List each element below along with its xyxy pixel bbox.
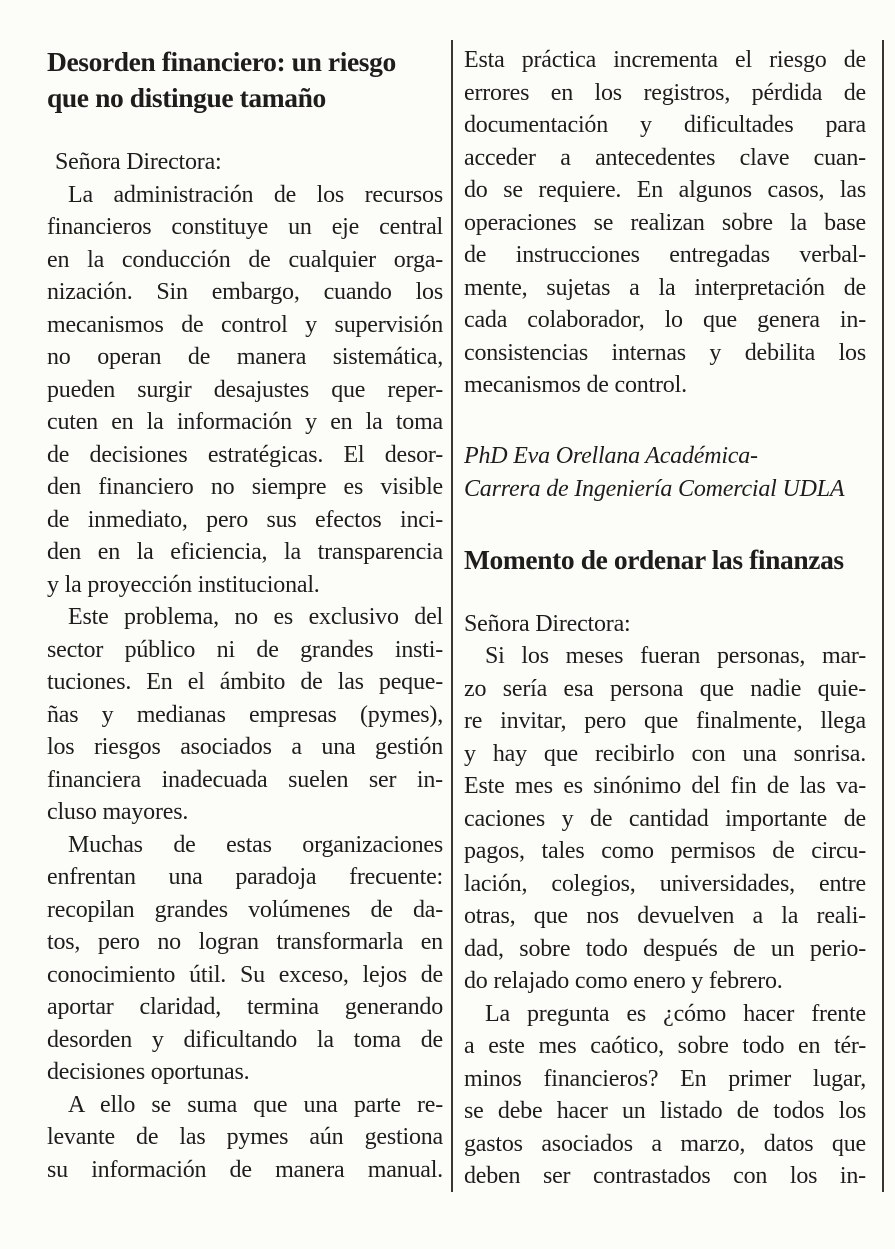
letter-1-paragraph-2-line-2: sector público ni de grandes insti- (47, 636, 443, 663)
letter-1-paragraph-4-line-2: levante de las pymes aún gestiona (47, 1124, 443, 1150)
letter-1-paragraph-1-line-5: mecanismos de control y supervisión (47, 311, 444, 338)
letter-1-title-line-1: Desorden financiero: un riesgo (47, 46, 396, 77)
letter-2-salutation (464, 608, 866, 641)
letter-1-paragraph-4 (47, 1089, 443, 1187)
letter-2-paragraph-1-line-6: caciones y de cantidad importante de (464, 805, 866, 832)
letter-2-paragraph-1-line-1: Si los meses fueran personas, mar- (485, 643, 867, 669)
letter-1-paragraph-1-line-12: den en la eficiencia, la transparencia (47, 539, 443, 565)
letter-1-paragraph-2-line-3: tuciones. En el ámbito de las peque- (47, 669, 444, 695)
letter-1-paragraph-1-line-6: no operan de manera sistemática, (47, 344, 443, 370)
letter-1-paragraph-1-line-2: financieros constituye un eje central (47, 214, 444, 240)
letter-1-signature-line-2: Carrera de Ingeniería Comercial UDLA (464, 475, 845, 502)
letter-1-paragraph-3-line-8: decisiones oportunas. (47, 1059, 250, 1085)
letter-1-paragraph-5-line-6: operaciones se realizan sobre la base (464, 209, 866, 236)
letter-1-paragraph-1-line-11: de inmediato, pero sus efectos inci- (47, 506, 443, 533)
letter-1-paragraph-5-line-4: acceder a antecedentes clave cuan- (464, 144, 866, 171)
letter-1-paragraph-1 (47, 179, 443, 602)
letter-2-salutation-line-1: Señora Directora: (464, 610, 631, 637)
letter-1-paragraph-2-line-6: financiera inadecuada suelen ser in- (47, 766, 443, 793)
letter-2-paragraph-2 (464, 998, 866, 1193)
letter-1-paragraph-3-line-1: Muchas de estas organizaciones (68, 831, 443, 858)
letter-1-paragraph-3-line-6: aportar claridad, termina generando (47, 994, 444, 1020)
letters-column-left (47, 44, 443, 1186)
letter-2-paragraph-1-line-3: re invitar, pero que finalmente, llega (464, 708, 866, 734)
column-rule-right (882, 40, 884, 1192)
letter-2-paragraph-2-line-5: gastos asociados a marzo, datos que (464, 1130, 866, 1157)
letter-2-title (464, 542, 866, 578)
letter-1-paragraph-5-line-2: errores en los registros, pérdida de (464, 79, 867, 106)
letter-1-signature (464, 440, 866, 506)
letter-1-paragraph-2-line-1: Este problema, no es exclusivo del (68, 604, 443, 630)
letter-2-paragraph-1-line-11: do relajado como enero y febrero. (464, 968, 783, 994)
letter-1-paragraph-5-line-5: do se requiere. En algunos casos, las (464, 177, 866, 203)
letter-2-paragraph-2-line-4: se debe hacer un listado de todos los (464, 1098, 867, 1124)
letter-1-paragraph-5-line-9: cada colaborador, lo que genera in- (464, 307, 866, 333)
letter-1-paragraph-5-line-10: consistencias internas y debilita los (464, 339, 866, 366)
letter-2-title-line-1: Momento de ordenar las finanzas (464, 543, 844, 575)
letter-2-paragraph-2-line-1: La pregunta es ¿cómo hacer frente (485, 1000, 866, 1027)
letter-1-title (47, 44, 443, 116)
letter-2-paragraph-1-line-10: dad, sobre todo después de un perio- (464, 935, 867, 962)
letter-1-paragraph-1-line-10: den financiero no siempre es visible (47, 474, 443, 500)
letter-1-paragraph-1-line-7: pueden surgir desajustes que reper- (47, 376, 443, 403)
letter-1-paragraph-1-line-3: en la conducción de cualquier orga- (47, 246, 443, 273)
letter-1-paragraph-1-line-1: La administración de los recursos (68, 181, 443, 208)
letter-1-paragraph-1-line-8: cuten en la información y en la toma (47, 409, 444, 435)
letter-1-paragraph-5-line-1: Esta práctica incrementa el riesgo de (464, 47, 866, 73)
letter-1-salutation-line-1: Señora Directora: (55, 149, 222, 175)
letter-1-paragraph-3-line-4: tos, pero no logran transformarla en (47, 929, 443, 955)
letter-2-paragraph-2-line-2: a este mes caótico, sobre todo en tér- (464, 1033, 867, 1059)
letter-1-paragraph-5 (464, 44, 866, 402)
column-rule-middle (451, 40, 453, 1192)
letter-1-paragraph-3 (47, 829, 443, 1089)
letter-2-paragraph-2-line-3: minos financieros? En primer lugar, (464, 1065, 867, 1092)
letter-1-paragraph-5-line-11: mecanismos de control. (464, 372, 687, 398)
letter-1-paragraph-5-line-7: de instrucciones entregadas verbal- (464, 242, 866, 268)
letter-1-paragraph-2-line-7: cluso mayores. (47, 799, 189, 825)
letter-1-paragraph-1-line-4: nización. Sin embargo, cuando los (47, 279, 443, 305)
letter-2-paragraph-1-line-8: lación, colegios, universidades, entre (464, 870, 867, 897)
letter-2-paragraph-1-line-9: otras, que nos devuelven a la reali- (464, 903, 866, 929)
letter-2-paragraph-1-line-7: pagos, tales como permisos de circu- (464, 838, 867, 864)
letter-2-paragraph-1-line-5: Este mes es sinónimo del fin de las va- (464, 773, 867, 799)
letter-1-paragraph-3-line-2: enfrentan una paradoja frecuente: (47, 864, 443, 890)
letter-1-paragraph-2-line-4: ñas y medianas empresas (pymes), (47, 701, 444, 728)
letter-1-paragraph-5-line-3: documentación y dificultades para (464, 112, 866, 138)
letter-1-paragraph-2-line-5: los riesgos asociados a una gestión (47, 734, 443, 760)
letter-2-paragraph-1-line-4: y hay que recibirlo con una sonrisa. (464, 740, 867, 767)
letter-2-paragraph-1 (464, 640, 866, 998)
letter-1-paragraph-3-line-7: desorden y dificultando la toma de (47, 1026, 443, 1053)
letter-1-signature-line-1: PhD Eva Orellana Académica- (464, 442, 758, 469)
letter-1-paragraph-3-line-3: recopilan grandes volúmenes de da- (47, 896, 443, 923)
letter-1-paragraph-3-line-5: conocimiento útil. Su exceso, lejos de (47, 961, 444, 988)
letter-1-salutation (47, 146, 443, 179)
letter-2-paragraph-2-line-6: deben ser contrastados con los in- (464, 1163, 866, 1189)
letter-1-paragraph-2 (47, 601, 443, 829)
letter-1-paragraph-4-line-3: su información de manera manual. (47, 1156, 443, 1183)
letter-1-title-line-2: que no distingue tamaño (47, 82, 326, 113)
letter-1-paragraph-1-line-13: y la proyección institucional. (47, 571, 320, 598)
letter-1-paragraph-4-line-1: A ello se suma que una parte re- (68, 1091, 444, 1118)
letters-column-right (464, 44, 866, 1193)
letter-1-paragraph-1-line-9: de decisiones estratégicas. El desor- (47, 441, 443, 468)
letter-2-paragraph-1-line-2: zo sería esa persona que nadie quie- (464, 675, 866, 702)
letter-1-paragraph-5-line-8: mente, sujetas a la interpretación de (464, 274, 867, 301)
